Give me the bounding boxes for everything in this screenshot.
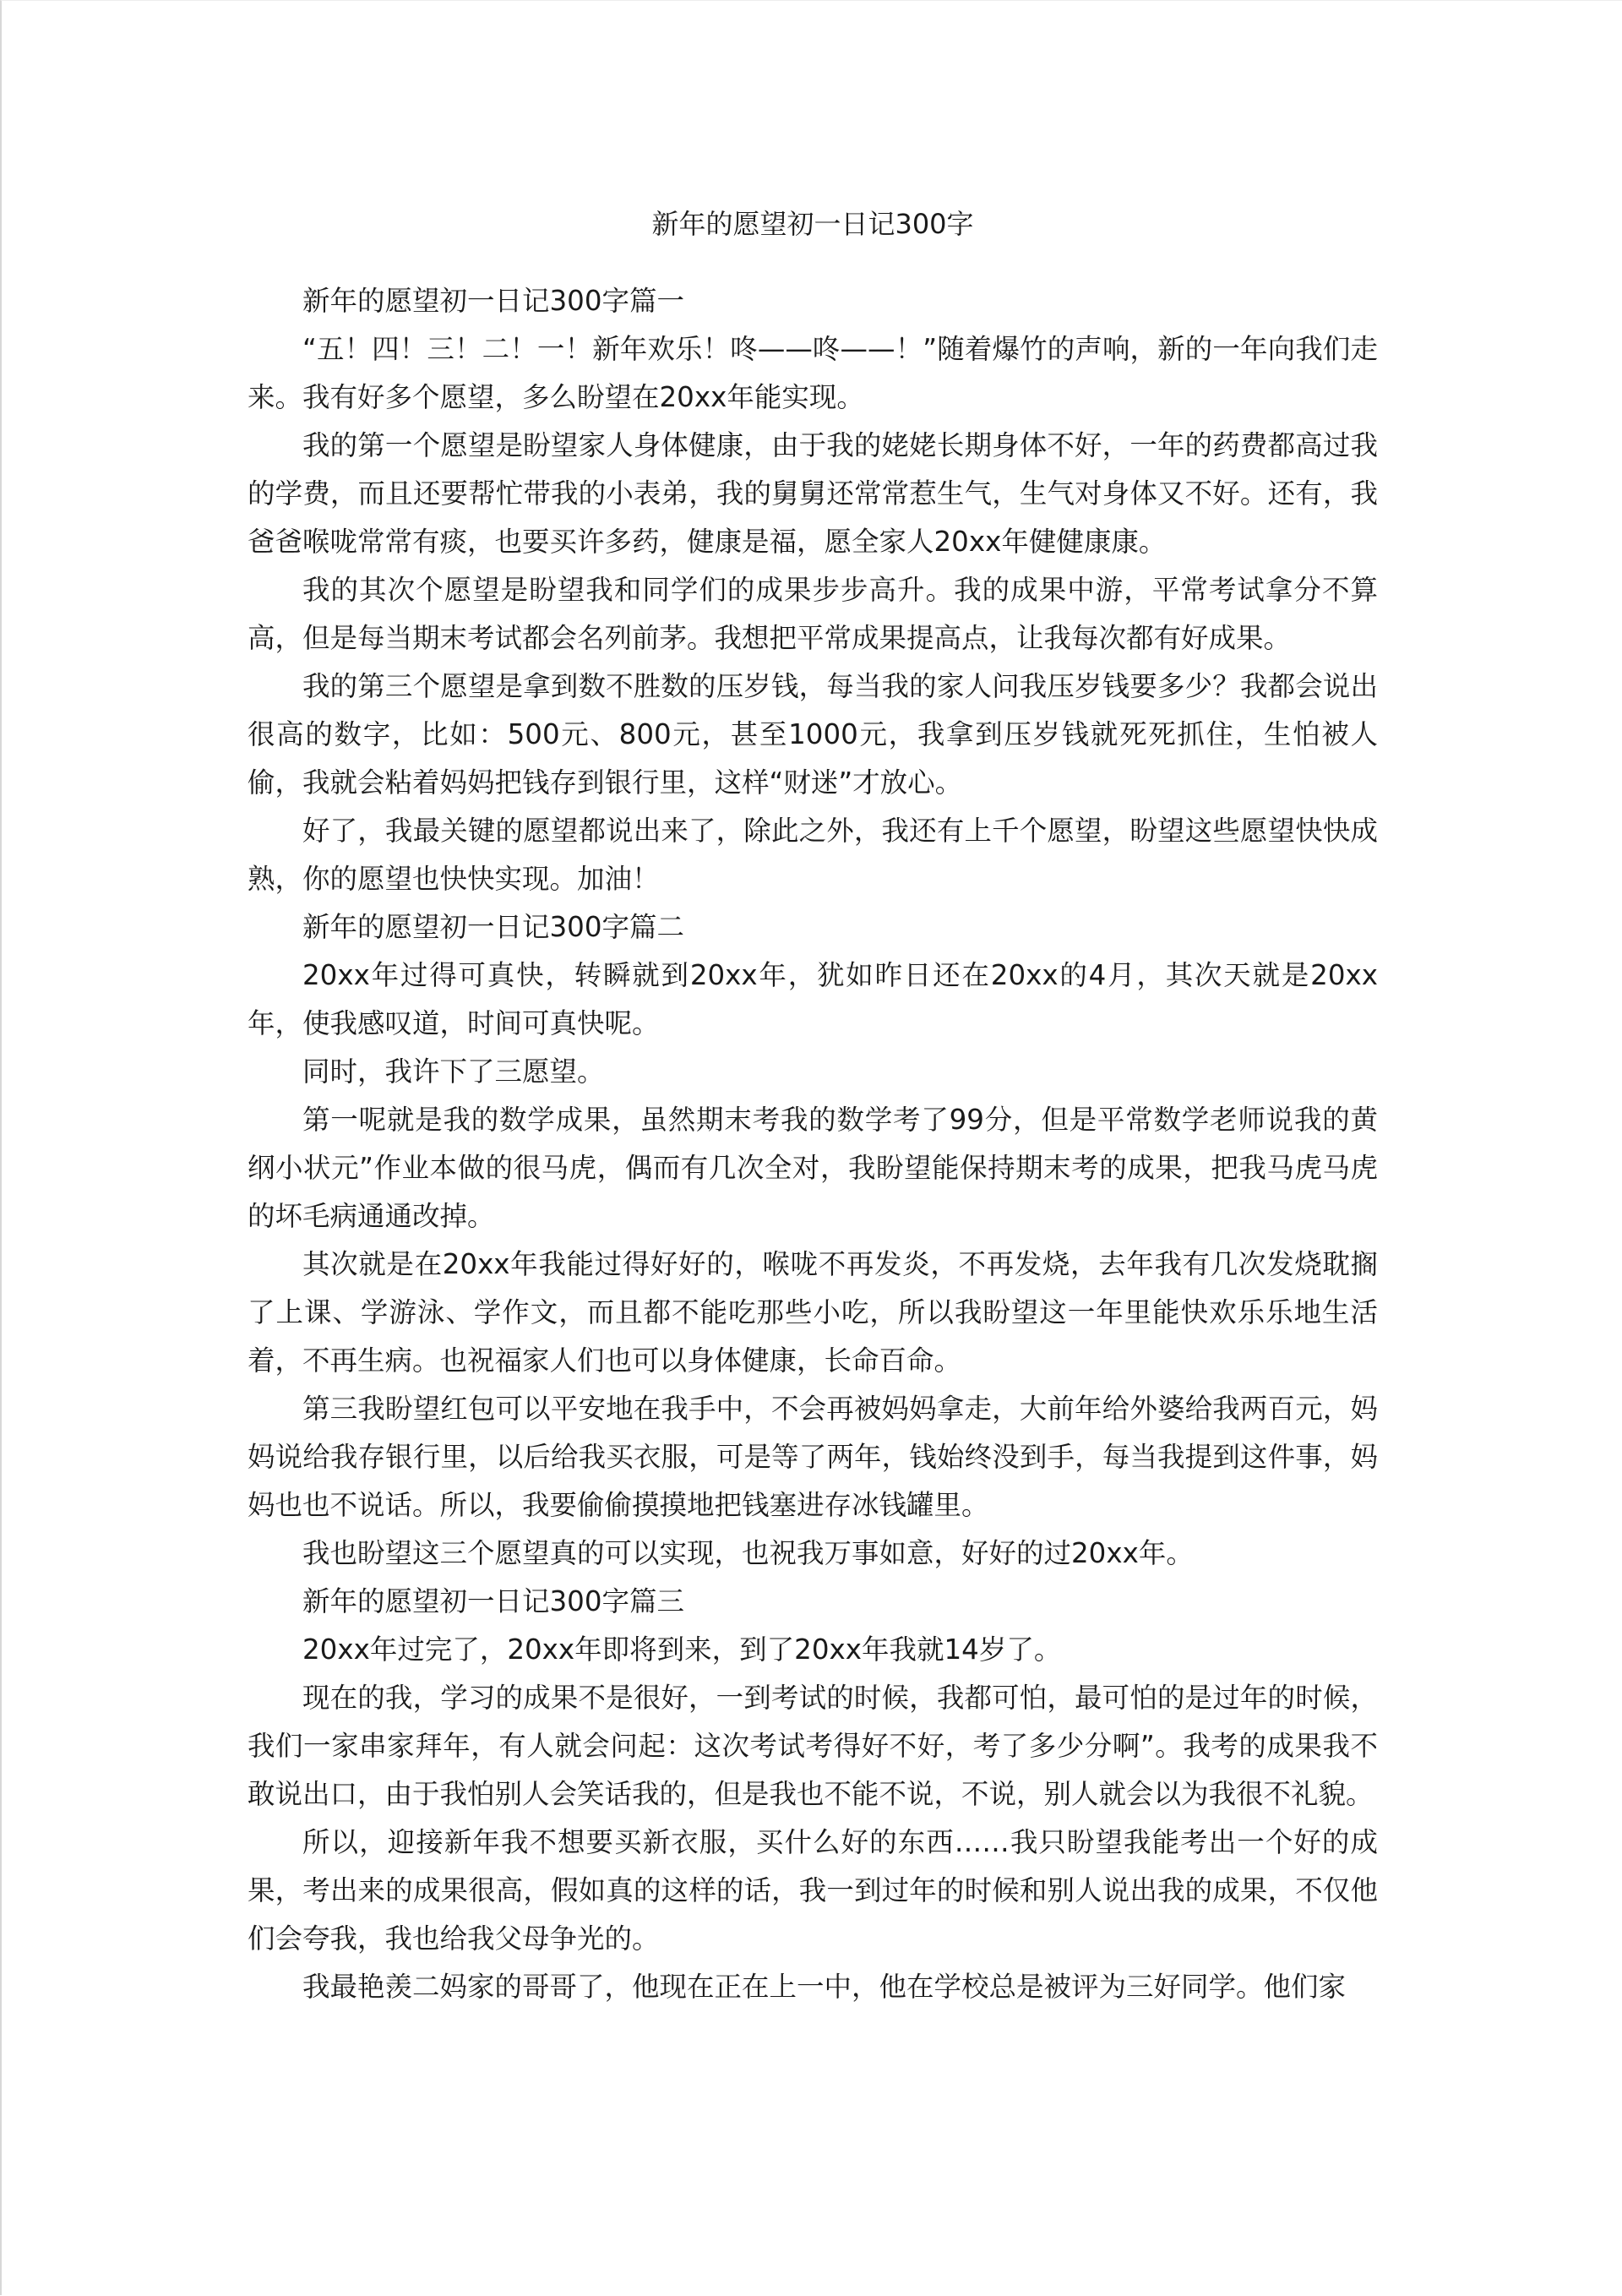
paragraph: 我的第三个愿望是拿到数不胜数的压岁钱，每当我的家人问我压岁钱要多少？我都会说出很高的数字，比如：500元、800元，甚至1000元，我拿到压岁钱就死死抓住，生怕被人偷，我就会粘着妈妈把钱存到银行里，这样“财迷”才放心。 bbox=[248, 670, 1378, 799]
paragraph: 其次就是在20xx年我能过得好好的，喉咙不再发炎，不再发烧，去年我有几次发烧耽搁了上课、学游泳、学作文，而且都不能吃那些小吃，所以我盼望这一年里能快欢乐乐地生活着，不再生病。也祝福家人们也可以身体健康，长命百命。 bbox=[248, 1248, 1378, 1377]
paragraph: 第一呢就是我的数学成果，虽然期末考我的数学考了99分，但是平常数学老师说我的黄纲小状元”作业本做的很马虎，偶而有几次全对，我盼望能保持期末考的成果，把我马虎马虎的坏毛病通通改掉。 bbox=[248, 1104, 1378, 1232]
document-title: 新年的愿望初一日记300字 bbox=[651, 208, 974, 240]
section-heading: 新年的愿望初一日记300字篇三 bbox=[302, 1585, 685, 1617]
paragraph: 我最艳羡二妈家的哥哥了，他现在正在上一中，他在学校总是被评为三好同学。他们家 bbox=[302, 1971, 1347, 2003]
paragraph: 所以，迎接新年我不想要买新衣服，买什么好的东西……我只盼望我能考出一个好的成果，考出来的成果很高，假如真的这样的话，我一到过年的时候和别人说出我的成果，不仅他们会夸我，我也给我父母争光的。 bbox=[248, 1826, 1378, 1955]
paragraph: “五！四！三！二！一！新年欢乐！咚——咚——！”随着爆竹的声响，新的一年向我们走来。我有好多个愿望，多么盼望在20xx年能实现。 bbox=[248, 333, 1378, 413]
paragraph: 我的其次个愿望是盼望我和同学们的成果步步高升。我的成果中游，平常考试拿分不算高，但是每当期末考试都会名列前茅。我想把平常成果提高点，让我每次都有好成果。 bbox=[248, 574, 1378, 654]
document-body bbox=[248, 277, 1378, 2011]
paragraph: 好了，我最关键的愿望都说出来了，除此之外，我还有上千个愿望，盼望这些愿望快快成熟，你的愿望也快快实现。加油！ bbox=[248, 815, 1378, 895]
section-heading: 新年的愿望初一日记300字篇一 bbox=[302, 285, 685, 317]
paragraph: 20xx年过得可真快，转瞬就到20xx年，犹如昨日还在20xx的4月，其次天就是20xx年，使我感叹道，时间可真快呢。 bbox=[248, 959, 1378, 1039]
paragraph: 我的第一个愿望是盼望家人身体健康，由于我的姥姥长期身体不好，一年的药费都高过我的学费，而且还要帮忙带我的小表弟，我的舅舅还常常惹生气，生气对身体又不好。还有，我爸爸喉咙常常有痰，也要买许多药，健康是福，愿全家人20xx年健健康康。 bbox=[248, 429, 1378, 558]
paragraph: 20xx年过完了，20xx年即将到来，到了20xx年我就14岁了。 bbox=[302, 1633, 1062, 1666]
section-heading: 新年的愿望初一日记300字篇二 bbox=[302, 911, 685, 943]
paragraph: 我也盼望这三个愿望真的可以实现，也祝我万事如意，好好的过20xx年。 bbox=[302, 1537, 1194, 1569]
paragraph: 同时，我许下了三愿望。 bbox=[302, 1055, 605, 1088]
paragraph: 第三我盼望红包可以平安地在我手中，不会再被妈妈拿走，大前年给外婆给我两百元，妈妈说给我存银行里，以后给我买衣服，可是等了两年，钱始终没到手，每当我提到这件事，妈妈也也不说话。所以，我要偷偷摸摸地把钱塞进存冰钱罐里。 bbox=[248, 1393, 1378, 1521]
paragraph: 现在的我，学习的成果不是很好，一到考试的时候，我都可怕，最可怕的是过年的时候，我们一家串家拜年，有人就会问起：这次考试考得好不好，考了多少分啊”。我考的成果我不敢说出口，由于我怕别人会笑话我的，但是我也不能不说，不说，别人就会以为我很不礼貌。 bbox=[248, 1682, 1378, 1810]
